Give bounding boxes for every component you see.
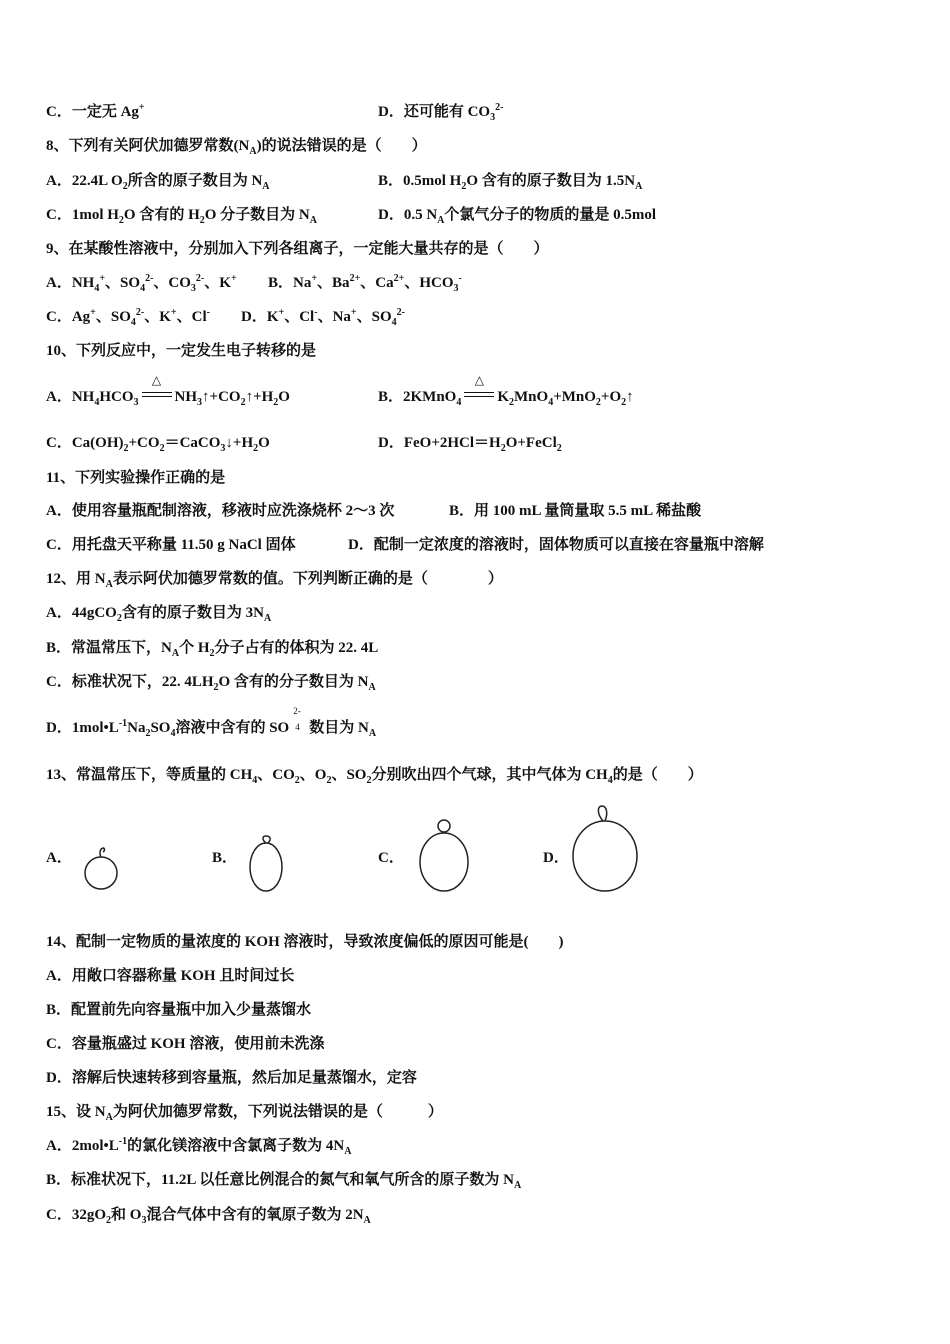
heating-condition-sign (142, 373, 172, 397)
subscript: 4 (170, 728, 176, 739)
subscript: 2 (118, 215, 124, 226)
subscript: 2 (213, 682, 219, 693)
text-run: K (497, 389, 510, 405)
superscript: 2+ (349, 273, 361, 284)
text-run: 、Na (317, 309, 351, 325)
subscript: A (105, 579, 113, 590)
text-run: B．Na (268, 275, 312, 291)
subscript: A (105, 1112, 113, 1123)
text-run: 15、设 N (46, 1104, 106, 1120)
q7-option-c (46, 102, 145, 122)
subscript: A (262, 181, 270, 192)
text-run: O 含有的分子数目为 N (218, 674, 369, 690)
q13-option-c-label: C． (378, 850, 404, 866)
superscript: 2- (495, 102, 504, 113)
text-run: 分子占有的体积为 22. 4L (214, 640, 379, 656)
superscript: + (311, 273, 318, 284)
superscript: - (314, 307, 318, 318)
superscript: 2+ (393, 273, 405, 284)
text-run: B．0.5mol H (378, 173, 462, 189)
q9-option-c (46, 307, 210, 327)
text-run: ↑+CO (202, 389, 241, 405)
balloon-c (420, 820, 468, 891)
subscript: 2 (159, 443, 165, 454)
q14-option-d (46, 1068, 417, 1088)
q9-option-a (46, 273, 237, 293)
text-run: 的是（ ） (612, 767, 703, 783)
q9-stem (46, 239, 549, 259)
heating-condition-sign (464, 373, 494, 397)
superscript: 2- (195, 273, 205, 284)
q12-option-b (46, 638, 378, 658)
text-run: B．标准状况下，11.2L 以任意比例混合的氮气和氧气所含的原子数为 N (46, 1172, 514, 1188)
text-run: 、K (144, 309, 171, 325)
text-run: 分别吹出四个气球，其中气体为 CH (371, 767, 608, 783)
q8-option-a (46, 171, 270, 191)
q13-option-a-label: A． (46, 850, 72, 866)
subscript: A (368, 728, 377, 739)
text-run: D．还可能有 CO (378, 104, 491, 120)
balloon-a (85, 848, 117, 889)
text-run: A．2mol•L (46, 1138, 119, 1154)
text-run: 、Ba (317, 275, 350, 291)
text-run: D．1mol•L (46, 720, 119, 736)
text-run: D．溶解后快速转移到容量瓶，然后加足量蒸馏水，定容 (46, 1070, 417, 1086)
q15-option-c (46, 1205, 371, 1225)
text-run: 为阿伏加德罗常数，下列说法错误的是（ ） (112, 1104, 443, 1120)
text-run: NH (174, 389, 198, 405)
q11-option-a (46, 501, 394, 521)
balloon-b (250, 836, 282, 891)
text-run: HCO (99, 389, 134, 405)
text-run: 11、下列实验操作正确的是 (46, 470, 226, 486)
text-run: 8、下列有关阿伏加德罗常数(N (46, 138, 250, 154)
text-run: 9、在某酸性溶液中，分别加入下列各组离子，一定能大量共存的是（ ） (46, 241, 549, 257)
q13-stem (46, 765, 703, 785)
text-run: O 含有的原子数目为 1.5N (466, 173, 636, 189)
text-run: O+FeCl (505, 435, 557, 451)
superscript: - (206, 307, 210, 318)
superscript: 2- (396, 307, 405, 318)
text-run: 含有的原子数目为 3N (121, 605, 264, 621)
subscript: 2 (509, 397, 515, 408)
subscript: 2 (123, 443, 129, 454)
text-run: +MnO (553, 389, 596, 405)
superscript: -1 (118, 1136, 128, 1147)
q12-option-a (46, 603, 271, 623)
ion-subscript: 4 (295, 722, 300, 732)
text-run: C．1mol H (46, 207, 119, 223)
q14-option-a (46, 966, 294, 986)
ion-charge-stack (292, 706, 309, 738)
subscript: 3 (197, 397, 203, 408)
q8-option-d (378, 205, 656, 225)
superscript: -1 (118, 718, 128, 729)
superscript: 2- (145, 273, 154, 284)
text-run: 14、配制一定物质的量浓度的 KOH 溶液时，导致浓度偏低的原因可能是( ) (46, 934, 564, 950)
subscript: A (344, 1146, 352, 1157)
subscript: 2 (106, 1215, 112, 1226)
text-run: C．一定无 Ag (46, 104, 139, 120)
text-run: 混合气体中含有的氧原子数为 2N (146, 1207, 364, 1223)
superscript: + (90, 307, 96, 318)
text-run: 的氯化镁溶液中含氯离子数为 4N (127, 1138, 345, 1154)
text-run: 、HCO (404, 275, 454, 291)
q14-stem (46, 932, 564, 952)
text-run: A．NH (46, 275, 95, 291)
q12-option-c (46, 672, 376, 692)
q11-option-c (46, 535, 296, 555)
text-run: O 分子数目为 N (204, 207, 310, 223)
q11-option-b (449, 501, 701, 521)
subscript: 3 (133, 397, 139, 408)
subscript: 3 (220, 443, 226, 454)
text-run: ↑ (626, 389, 634, 405)
text-run: D．配制一定浓度的溶液时，固体物质可以直接在容量瓶中溶解 (348, 537, 764, 553)
subscript: 3 (453, 283, 459, 294)
q14-option-c (46, 1034, 324, 1054)
text-run: 12、用 N (46, 571, 106, 587)
text-run: C．标准状况下，22. 4LH (46, 674, 214, 690)
subscript: A (513, 1180, 522, 1191)
text-run: Na (127, 720, 146, 736)
text-run: 、Cl (284, 309, 315, 325)
subscript: 2 (366, 775, 372, 786)
subscript: 4 (94, 283, 100, 294)
subscript: 2 (253, 443, 259, 454)
heat-triangle-icon: △ (474, 373, 484, 387)
q13-option-d-label: D． (543, 850, 569, 866)
text-run: ↓+H (225, 435, 254, 451)
subscript: 2 (500, 443, 506, 454)
subscript: 2 (240, 397, 246, 408)
subscript: 4 (140, 283, 146, 294)
q10-stem (46, 341, 316, 361)
text-run: 个 H (179, 640, 210, 656)
heat-triangle-icon: △ (151, 373, 162, 387)
subscript: 2 (326, 775, 332, 786)
text-run: ↑+H (245, 389, 274, 405)
q9-option-d (241, 307, 405, 327)
subscript: 2 (273, 397, 279, 408)
text-run: A．用敞口容器称量 KOH 且时间过长 (46, 968, 295, 984)
subscript: A (437, 215, 445, 226)
text-run: D．0.5 N (378, 207, 438, 223)
text-run: B．配置前先向容量瓶中加入少量蒸馏水 (46, 1002, 312, 1018)
superscript: - (458, 273, 462, 284)
text-run: 、SO (331, 767, 367, 783)
q11-stem (46, 468, 225, 488)
text-run: A．NH (46, 389, 95, 405)
text-run: 、K (204, 275, 231, 291)
subscript: 4 (94, 397, 100, 408)
subscript: A (363, 1215, 371, 1226)
subscript: 4 (391, 317, 397, 328)
subscript: 4 (456, 397, 462, 408)
subscript: 4 (607, 775, 613, 786)
q7-option-d (378, 102, 503, 122)
subscript: 2 (199, 215, 205, 226)
text-run: MnO (514, 389, 549, 405)
subscript: 2 (595, 397, 601, 408)
subscript: 3 (190, 283, 196, 294)
q15-option-b (46, 1170, 521, 1190)
text-run: SO (150, 720, 171, 736)
subscript: A (263, 613, 272, 624)
text-run: 、Cl (176, 309, 207, 325)
q10-option-a (46, 373, 290, 408)
text-run: D．FeO+2HCl＝H (378, 435, 501, 451)
subscript: 2 (116, 613, 122, 624)
text-run: )的说法错误的是（ ） (256, 138, 427, 154)
subscript: 4 (130, 317, 136, 328)
superscript: + (350, 307, 357, 318)
subscript: 2 (145, 728, 151, 739)
q11-option-d (348, 535, 764, 555)
q15-option-a (46, 1136, 351, 1156)
subscript: A (249, 146, 257, 157)
superscript: + (138, 102, 145, 113)
text-run: 、CO (257, 767, 295, 783)
text-run: ＝CaCO (164, 435, 221, 451)
text-run: D．K (241, 309, 279, 325)
text-run: A．使用容量瓶配制溶液，移液时应洗涤烧杯 2～3 次 (46, 503, 395, 519)
q10-option-c (46, 433, 270, 453)
text-run: +CO (128, 435, 160, 451)
text-run: 、SO (356, 309, 392, 325)
q15-stem (46, 1102, 443, 1122)
text-run: O 含有的 H (123, 207, 200, 223)
subscript: A (171, 648, 180, 659)
text-run: 、O (299, 767, 327, 783)
q8-option-b (378, 171, 642, 191)
text-run: 和 O (111, 1207, 142, 1223)
subscript: 2 (209, 648, 215, 659)
q10-option-b (378, 373, 634, 408)
superscript: + (278, 307, 285, 318)
text-run: O (258, 435, 270, 451)
text-run: +O (600, 389, 622, 405)
text-run: C．用托盘天平称量 11.50 g NaCl 固体 (46, 537, 296, 553)
balloon-figures (0, 790, 950, 900)
text-run: C．Ag (46, 309, 91, 325)
text-run: 所含的原子数目为 N (127, 173, 263, 189)
text-run: B．2KMnO (378, 389, 457, 405)
text-run: 、SO (105, 275, 141, 291)
q9-option-b (268, 273, 462, 293)
text-run: C．Ca(OH) (46, 435, 124, 451)
text-run: A．22.4L O (46, 173, 123, 189)
superscript: + (230, 273, 237, 284)
q8-stem (46, 136, 427, 156)
text-run: 个氯气分子的物质的量是 0.5mol (444, 207, 657, 223)
subscript: 2 (294, 775, 300, 786)
text-run: B．用 100 mL 量筒量取 5.5 mL 稀盐酸 (449, 503, 702, 519)
text-run: A．44gCO (46, 605, 117, 621)
ion-charge: 2- (293, 706, 301, 716)
text-run: 数目为 N (309, 720, 369, 736)
superscript: + (99, 273, 106, 284)
text-run: 、Ca (360, 275, 394, 291)
balloon-d (573, 806, 637, 891)
subscript: 2 (556, 443, 562, 454)
subscript: A (368, 682, 376, 693)
text-run: C．32gO (46, 1207, 107, 1223)
text-run: 、CO (153, 275, 191, 291)
subscript: 3 (490, 112, 496, 123)
q8-option-c (46, 205, 317, 225)
subscript: 2 (461, 181, 467, 192)
text-run: 13、常温常压下，等质量的 CH (46, 767, 253, 783)
q10-option-d (378, 433, 562, 453)
subscript: A (635, 181, 643, 192)
q14-option-b (46, 1000, 311, 1020)
subscript: 4 (252, 775, 258, 786)
text-run: 表示阿伏加德罗常数的值。下列判断正确的是（ ） (112, 571, 503, 587)
q12-option-d (46, 706, 377, 739)
subscript: 4 (548, 397, 554, 408)
text-run: 、SO (95, 309, 131, 325)
text-run: 溶液中含有的 SO (175, 720, 290, 736)
text-run: B．常温常压下，N (46, 640, 172, 656)
q12-stem (46, 569, 503, 589)
q13-option-b-label: B． (212, 850, 238, 866)
subscript: A (309, 215, 318, 226)
subscript: 2 (122, 181, 128, 192)
subscript: 3 (141, 1215, 147, 1226)
text-run: O (278, 389, 290, 405)
subscript: 2 (621, 397, 627, 408)
text-run: 10、下列反应中，一定发生电子转移的是 (46, 343, 317, 359)
superscript: 2- (135, 307, 145, 318)
superscript: + (170, 307, 177, 318)
text-run: C．容量瓶盛过 KOH 溶液，使用前未洗涤 (46, 1036, 325, 1052)
